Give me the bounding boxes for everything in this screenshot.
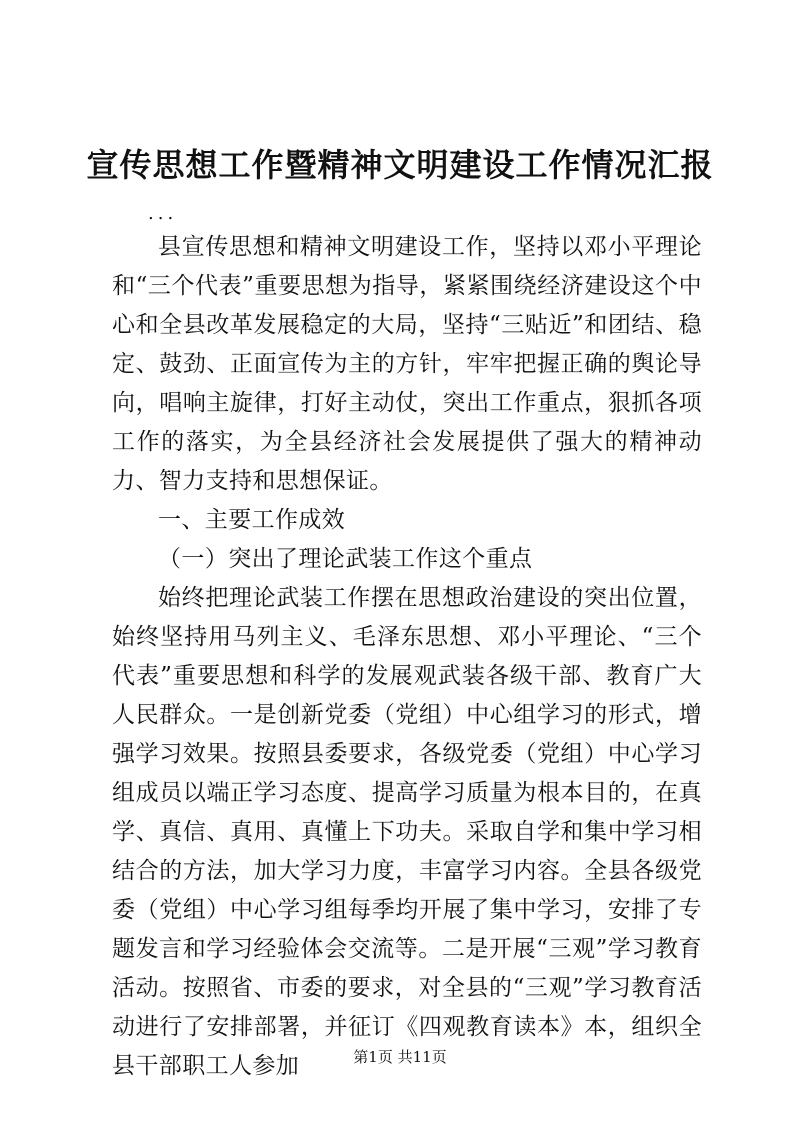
ellipsis-mark: ... xyxy=(148,203,178,224)
page-number-footer: 第1页 共11页 xyxy=(353,1048,447,1066)
document-body xyxy=(112,228,702,1086)
subsection-heading: （一）突出了理论武装工作这个重点 xyxy=(158,546,533,572)
document-title: 宣传思想工作暨精神文明建设工作情况汇报 xyxy=(86,146,714,184)
section-heading: 一、主要工作成效 xyxy=(158,507,346,533)
body-paragraph: 始终把理论武装工作摆在思想政治建设的突出位置，始终坚持用马列主义、毛泽东思想、邓小平理论、“三个代表”重要思想和科学的发展观武装各级干部、教育广大人民群众。一是创新党委（党组）中心组学习的形式，增强学习效果。按照县委要求，各级党委（党组）中心学习组成员以端正学习态度、提高学习质量为根本目的，在真学、真信、真用、真懂上下功夫。采取自学和集中学习相结合的方法，加大学习力度，丰富学习内容。全县各级党委（党组）中心学习组每季均开展了集中学习，安排了专题发言和学习经验体会交流等。二是开展“三观”学习教育活动。按照省、市委的要求，对全县的“三观”学习教育活动进行了安排部署，并征订《四观教育读本》本，组织全县干部职工人参加 xyxy=(112,585,702,1079)
intro-paragraph: 县宣传思想和精神文明建设工作，坚持以邓小平理论和“三个代表”重要思想为指导，紧紧围绕经济建设这个中心和全县改革发展稳定的大局，坚持“三贴近”和团结、稳定、鼓劲、正面宣传为主的方针，牢牢把握正确的舆论导向，唱响主旋律，打好主动仗，突出工作重点，狠抓各项工作的落实，为全县经济社会发展提供了强大的精神动力、智力支持和思想保证。 xyxy=(112,234,702,494)
